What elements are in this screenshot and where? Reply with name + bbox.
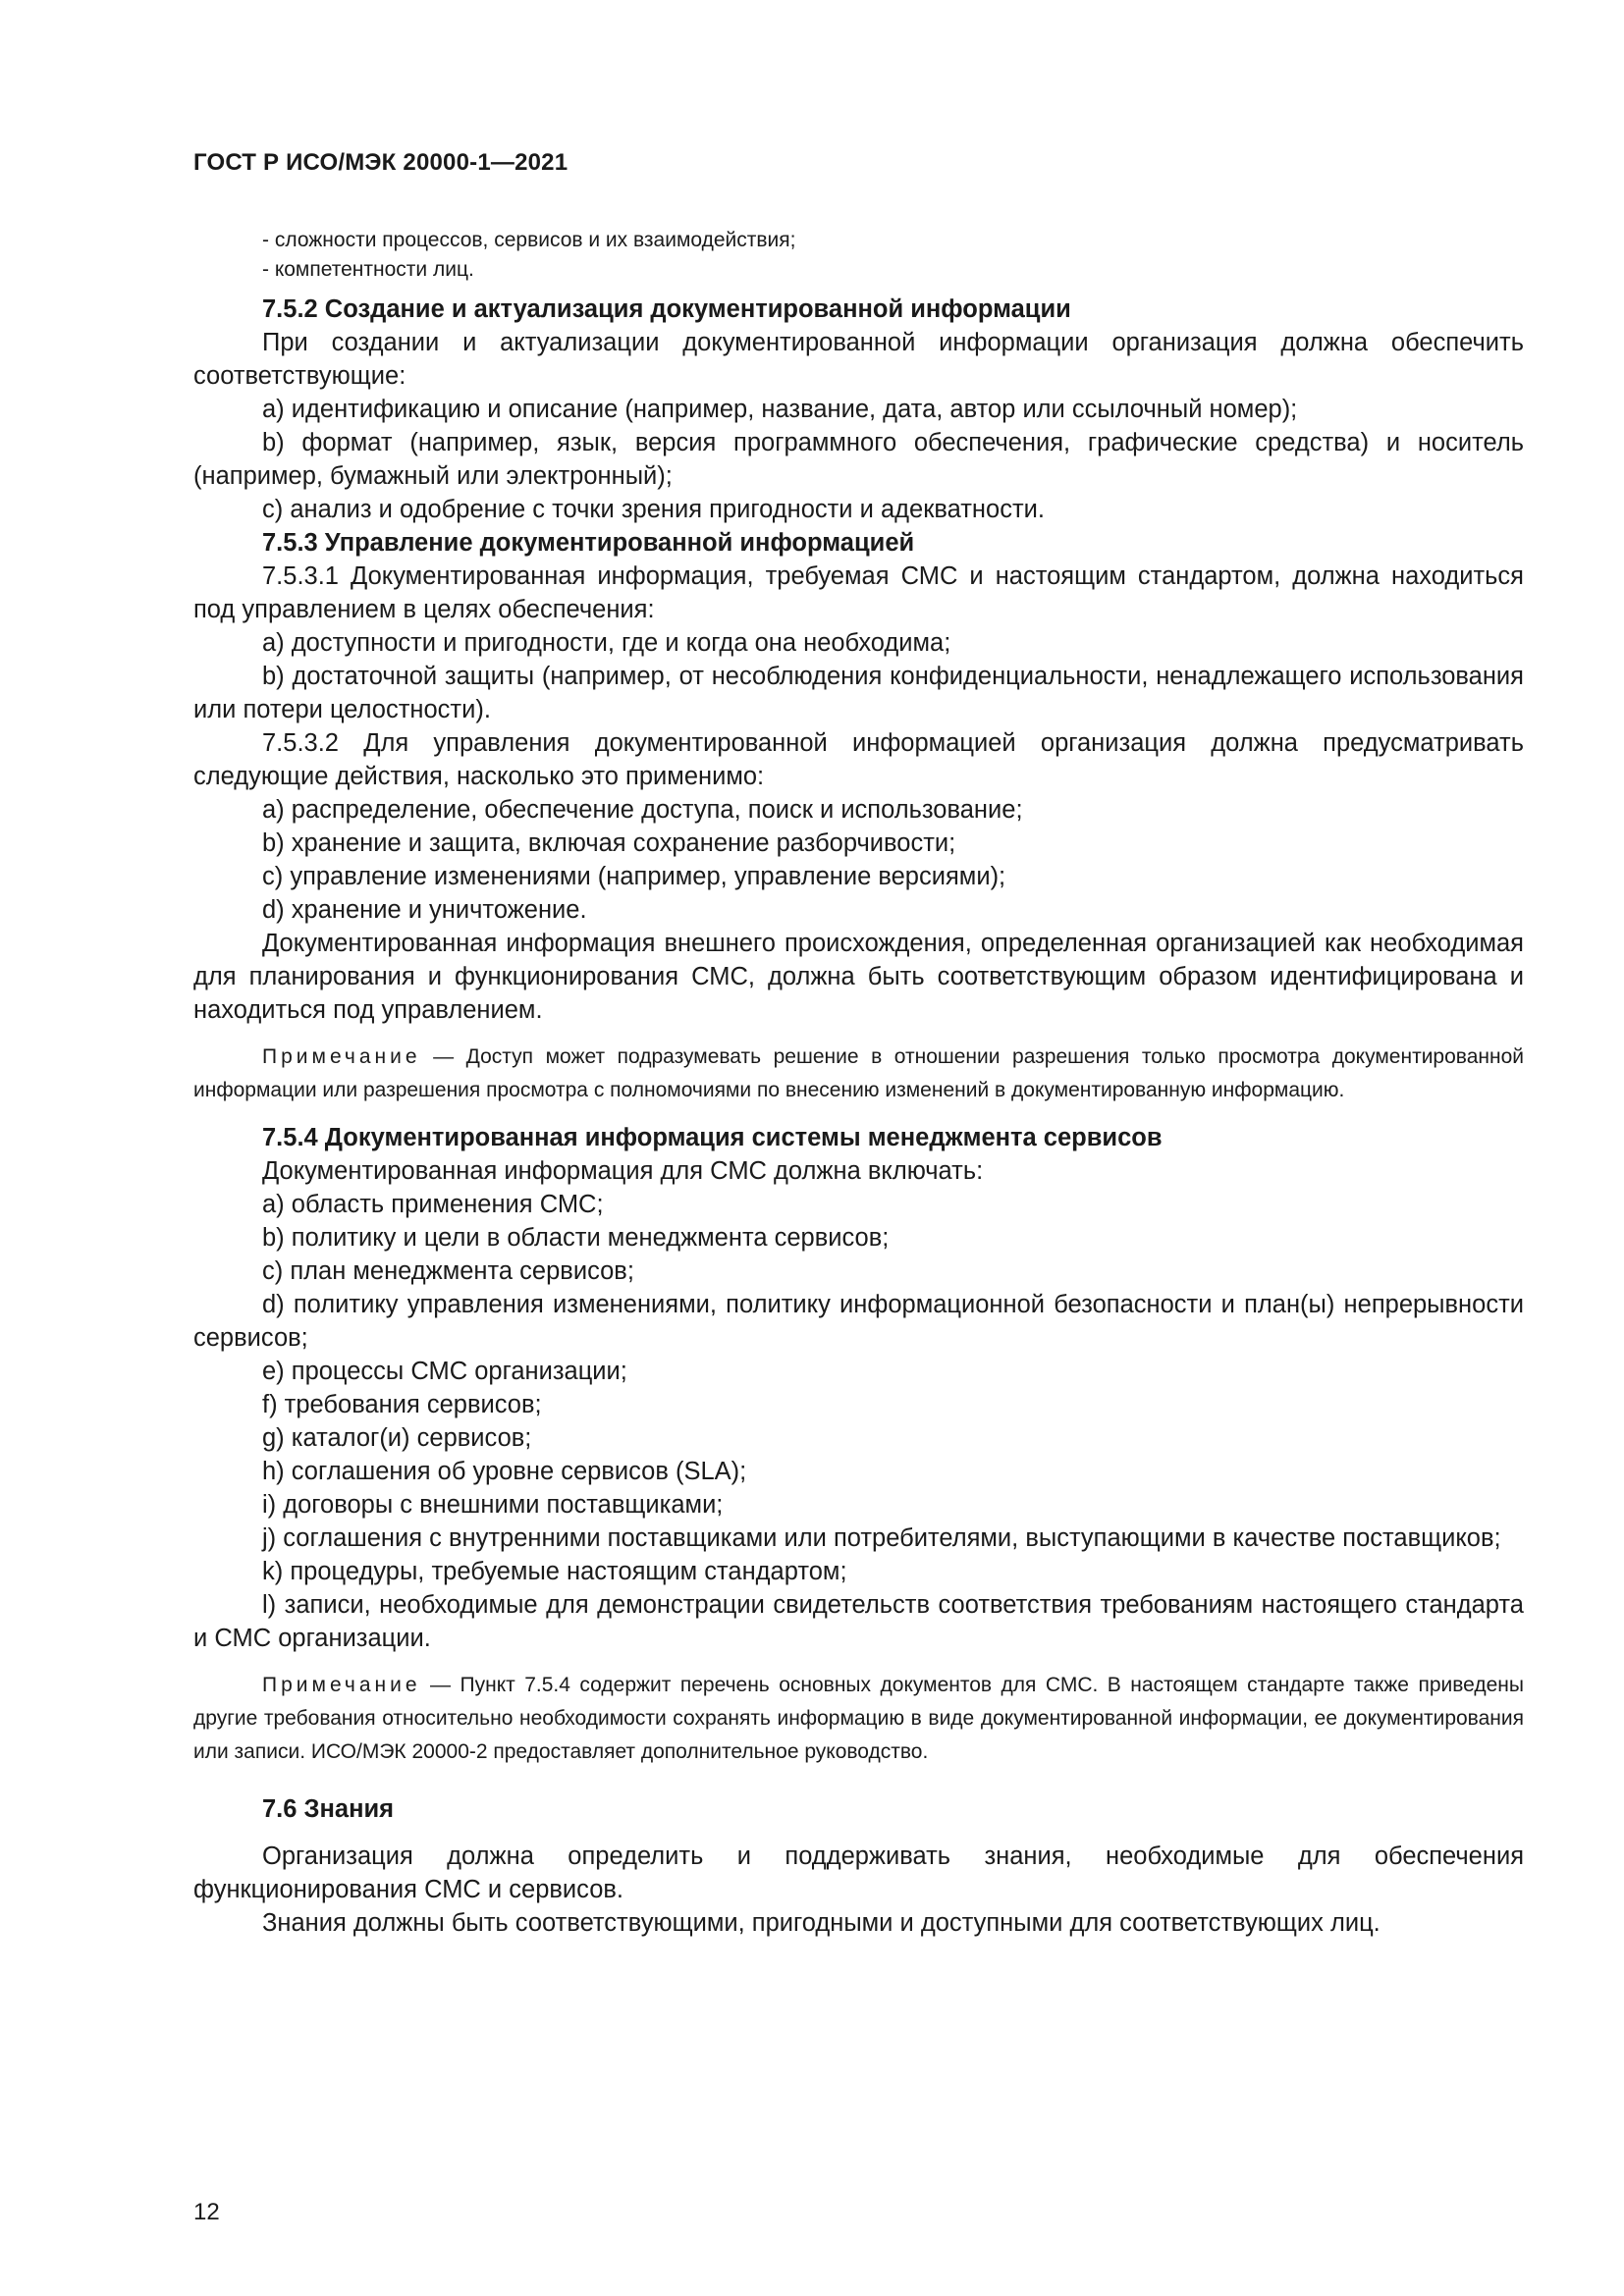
list-item: b) политику и цели в области менеджмента сервисов; [262, 1224, 890, 1252]
note-7-5-4 [193, 1669, 1524, 1769]
section-heading-7-5-3: 7.5.3 Управление документированной информацией [262, 529, 915, 557]
list-item: j) соглашения с внутренними поставщиками или потребителями, выступающими в качестве поставщиков; [262, 1524, 1501, 1552]
paragraph: Знания должны быть соответствующими, пригодными и доступными для соответствующих лиц. [262, 1909, 1380, 1937]
list-item: h) соглашения об уровне сервисов (SLA); [262, 1458, 747, 1485]
list-item: c) управление изменениями (например, управление версиями); [262, 863, 1006, 890]
paragraph: Организация должна определить и поддерживать знания, необходимые для обеспечения функционирования СМС и сервисов. [193, 1842, 1524, 1903]
list-item: a) доступности и пригодности, где и когда она необходима; [262, 629, 951, 657]
list-item: c) анализ и одобрение с точки зрения пригодности и адекватности. [262, 496, 1045, 523]
section-heading-7-6: 7.6 Знания [262, 1795, 395, 1823]
list-item: k) процедуры, требуемые настоящим стандартом; [262, 1558, 847, 1585]
list-item: a) область применения СМС; [262, 1191, 604, 1218]
list-item: b) достаточной защиты (например, от несоблюдения конфиденциальности, ненадлежащего использования или потери целостности). [193, 663, 1524, 723]
paragraph: 7.5.3.2 Для управления документированной информацией организация должна предусматривать следующие действия, насколько это применимо: [193, 729, 1524, 790]
paragraph: При создании и актуализации документированной информации организация должна обеспечить соответствующие: [193, 329, 1524, 390]
list-item: c) план менеджмента сервисов; [262, 1257, 634, 1285]
note-7-5-3 [193, 1041, 1524, 1107]
list-item: d) политику управления изменениями, политику информационной безопасности и план(ы) непрерывности сервисов; [193, 1291, 1524, 1352]
list-item: f) требования сервисов; [262, 1391, 542, 1418]
list-item: - сложности процессов, сервисов и их взаимодействия; [262, 229, 796, 251]
list-item: a) распределение, обеспечение доступа, поиск и использование; [262, 796, 1023, 824]
paragraph: Документированная информация для СМС должна включать: [262, 1157, 984, 1185]
list-item: - компетентности лиц. [262, 258, 474, 281]
paragraph: 7.5.3.1 Документированная информация, требуемая СМС и настоящим стандартом, должна находиться под управлением в целях обеспечения: [193, 562, 1524, 623]
note-text: — Доступ может подразумевать решение в отношении разрешения только просмотра документированной информации или разрешения просмотра с полномочиями по внесению изменений в документированную информацию. [193, 1045, 1524, 1101]
list-item: b) хранение и защита, включая сохранение разборчивости; [262, 829, 956, 857]
list-item: d) хранение и уничтожение. [262, 896, 587, 924]
document-header: ГОСТ Р ИСО/МЭК 20000-1—2021 [193, 149, 568, 176]
list-item: i) договоры с внешними поставщиками; [262, 1491, 724, 1519]
list-item: e) процессы СМС организации; [262, 1358, 627, 1385]
section-heading-7-5-2: 7.5.2 Создание и актуализация документированной информации [262, 295, 1071, 323]
document-body [193, 226, 1524, 1940]
list-item: l) записи, необходимые для демонстрации свидетельств соответствия требованиям настоящего стандарта и СМС организации. [193, 1591, 1524, 1652]
paragraph: Документированная информация внешнего происхождения, определенная организацией как необходимая для планирования и функционирования СМС, должна быть соответствующим образом идентифицирована и находиться под управлением. [193, 930, 1524, 1024]
note-text: — Пункт 7.5.4 содержит перечень основных документов для СМС. В настоящем стандарте также приведены другие требования относительно необходимости сохранять информацию в виде документированной информации, ее документирования или записи. ИСО/МЭК 20000-2 предоставляет дополнительное руководство. [193, 1674, 1524, 1763]
list-item: b) формат (например, язык, версия программного обеспечения, графические средства) и носитель (например, бумажный или электронный); [193, 429, 1524, 490]
section-heading-7-5-4: 7.5.4 Документированная информация системы менеджмента сервисов [262, 1124, 1163, 1151]
list-item: a) идентификацию и описание (например, название, дата, автор или ссылочный номер); [262, 396, 1298, 423]
page-number: 12 [193, 2199, 220, 2225]
list-item: g) каталог(и) сервисов; [262, 1424, 532, 1452]
note-label: Примечание [262, 1045, 421, 1068]
note-label: Примечание [262, 1674, 421, 1696]
